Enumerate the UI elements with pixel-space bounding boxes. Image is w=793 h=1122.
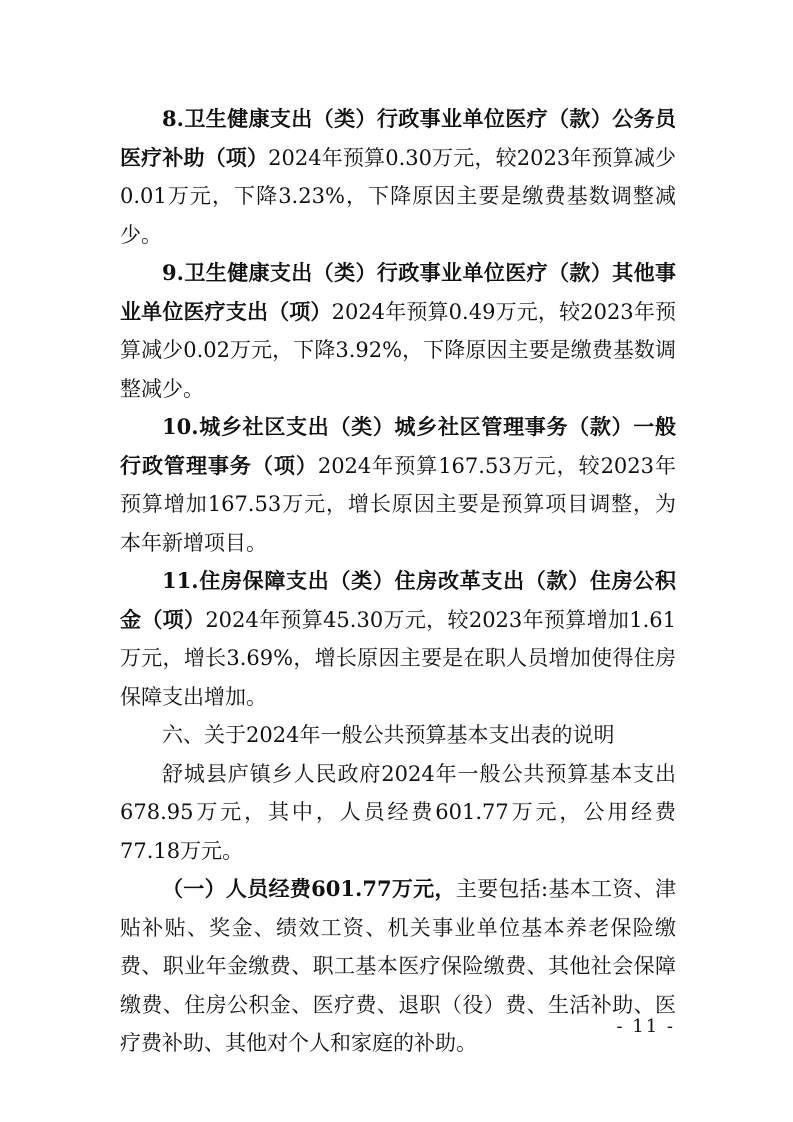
item-10-text: 2024年预算167.53万元，较2023年预算增加167.53万元，增长原因主要是预算项目调整，为本年新增项目。 xyxy=(120,453,676,555)
item-11-heading: 11.住房保障支出（类）住房改革支出（款）住房公积金（项） xyxy=(120,568,676,632)
item-8-heading: 8.卫生健康支出（类）行政事业单位医疗（款）公务员医疗补助（项） xyxy=(120,106,676,170)
section-heading: 六、关于2024年一般公共预算基本支出表的说明 xyxy=(162,723,615,747)
paragraph-item-9 xyxy=(120,254,676,408)
item-8-text: 2024年预算0.30万元，较2023年预算减少0.01万元，下降3.23%，下降原因主要是缴费基数调整减少。 xyxy=(120,145,676,247)
personnel-heading: （一）人员经费601.77万元， xyxy=(162,876,456,901)
summary-paragraph: 舒城县庐镇乡人民政府2024年一般公共预算基本支出678.95万元，其中，人员经费601.77万元，公用经费77.18万元。 xyxy=(120,761,676,863)
paragraph-item-10 xyxy=(120,408,676,562)
page-number: - 11 - xyxy=(616,1016,675,1037)
item-11-text: 2024年预算45.30万元，较2023年预算增加1.61万元，增长3.69%，增长原因主要是在职人员增加使得住房保障支出增加。 xyxy=(120,607,676,709)
item-10-heading: 10.城乡社区支出（类）城乡社区管理事务（款）一般行政管理事务（项） xyxy=(120,414,676,478)
paragraph-item-11 xyxy=(120,562,676,716)
item-9-heading: 9.卫生健康支出（类）行政事业单位医疗（款）其他事业单位医疗支出（项） xyxy=(120,260,676,324)
personnel-paragraph xyxy=(120,870,676,1063)
personnel-text: 主要包括:基本工资、津贴补贴、奖金、绩效工资、机关事业单位基本养老保险缴费、职业年金缴费、职工基本医疗保险缴费、其他社会保障缴费、住房公积金、医疗费、退职（役）费、生活补助、医疗费补助、其他对个人和家庭的补助。 xyxy=(120,877,677,1055)
paragraph-item-8 xyxy=(120,100,676,254)
item-9-text: 2024年预算0.49万元，较2023年预算减少0.02万元，下降3.92%，下降原因主要是缴费基数调整减少。 xyxy=(120,299,676,401)
document-body xyxy=(120,100,676,1063)
